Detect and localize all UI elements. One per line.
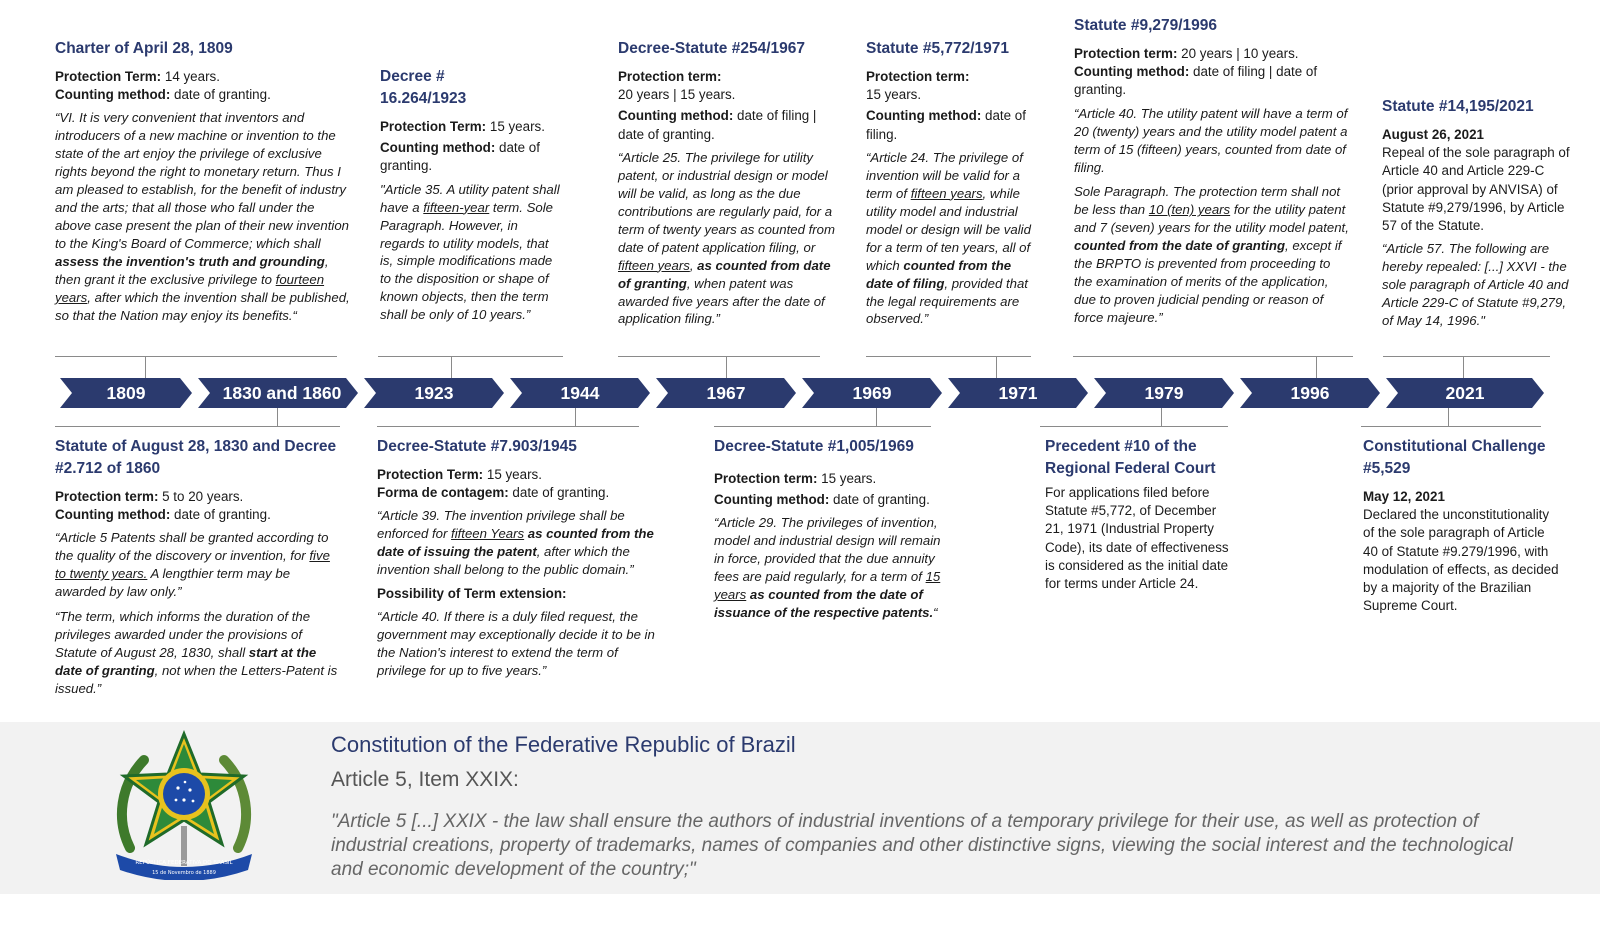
footer-quote: "Article 5 [...] XXIX - the law shall ensure the authors of industrial inventions of a temporary privilege for their use, as well as protection of industrial creations, property of trademarks, names of companies and other distinctive signs, viewing the social interest and the technological and economic development of the country;" xyxy=(331,811,1513,881)
card-quote: “Article 40. If there is a duly filed request, the government may exceptionally decide it to be in the Nation's interest to extend the term of privilege for up to five years.” xyxy=(377,609,655,679)
timeline-arrow-1830 xyxy=(198,378,358,408)
card-title: Constitutional Challenge #5,529 xyxy=(1363,438,1546,477)
timeline-arrow-1979 xyxy=(1094,378,1234,408)
card-1923: Decree # 16.264/1923 Protection Term: 15 years. Counting method: date of granting. "Article 35. A utility patent shall have a fifteen-year term. Sole Paragraph. However, in regards to utility models, that is, simple modifications made to the disposition or shape of known objects, then the term shall be only of 10 years.” xyxy=(380,66,565,324)
timeline-year: 1996 xyxy=(1290,383,1330,403)
card-quote: “Article 25. The privilege for utility patent, or industrial design or model will be valid, as long as the due contributions are regularly paid, for a term of twenty years as counted from date of patent application filing, or fifteen years, as counted from date of granting, when patent was awarded five years after the date of application filing.” xyxy=(618,149,835,327)
connector-1945 xyxy=(377,426,639,427)
card-2021-statute: Statute #14,195/2021 August 26, 2021 Repeal of the sole paragraph of Article 40 and Article 229-C (prior approval by ANVISA) of Statute #9,279/1996, by Article 57 of the Statute. “Article 57. The following are hereby repealed: [...] XXVI - the sole paragraph of Article 40 and Article 229-C of Statute #9,279, of May 14, 1996." xyxy=(1382,96,1577,330)
card-title: Statute #14,195/2021 xyxy=(1382,98,1534,115)
connector-1967 xyxy=(618,356,820,357)
card-title: Statute #9,279/1996 xyxy=(1074,17,1218,34)
brazil-coat-of-arms-icon xyxy=(108,730,260,880)
card-title: Decree-Statute #254/1967 xyxy=(618,40,805,57)
connector-2021b xyxy=(1361,426,1541,427)
timeline-arrow-1944 xyxy=(510,378,650,408)
timeline-year: 1923 xyxy=(414,383,454,403)
footer-title: Constitution of the Federative Republic of Brazil xyxy=(331,732,796,757)
timeline-year: 1944 xyxy=(560,383,600,403)
card-1996: Statute #9,279/1996 Protection term: 20 years | 10 years. Counting method: date of filing | date of granting. “Article 40. The utility patent will have a term of 20 (twenty) years and the utility model patent a term of 15 (fifteen) years, counted from date of filing. Sole Paragraph. The protection term shall not be less than 10 (ten) years for the utility patent and 7 (seven) years for the utility model patent, counted from the date of granting, except if the BRPTO is prevented from proceeding to the examination of merits of the application, due to proven judicial pending or reason of force majeure.” xyxy=(1074,17,1349,326)
card-title: Charter of April 28, 1809 xyxy=(55,40,233,57)
timeline-arrow-1971 xyxy=(948,378,1088,408)
connector-1969 xyxy=(714,426,931,427)
timeline-year: 1967 xyxy=(706,383,746,403)
connector-1923 xyxy=(378,356,563,357)
emblem-motto: REPÚBLICA FEDERATIVA DO BRASIL xyxy=(135,860,233,866)
card-1969: Decree-Statute #1,005/1969 Protection term: 15 years. Counting method: date of granting. “Article 29. The privileges of invention, model and industrial design will remain in force, provided that the due annuity fees are paid regularly, for a term of 15 years as counted from the date of issuance of the respective patents.“ xyxy=(714,436,944,622)
card-1830: Statute of August 28, 1830 and Decree #2.712 of 1860 Protection term: 5 to 20 years. Counting method: date of granting. “Article 5 Patents shall be granted according to the quality of the discovery or invention, for five to twenty years. A lengthier term may be awarded by law only.” “The term, which informs the duration of the privileges awarded under the provisions of Statute of August 28, 1830, shall start at the date of granting, not when the Letters-Patent is issued.” xyxy=(55,436,340,698)
card-title: Statute #5,772/1971 xyxy=(866,40,1010,57)
connector-1996 xyxy=(1073,356,1353,357)
card-1809: Charter of April 28, 1809 Protection Term: 14 years. Counting method: date of granting. “VI. It is very convenient that inventors and introducers of a new machine or invention to the state of the art enjoy the privilege of exclusive rights beyond the right to monetary return. Thus I am pleased to establish, for the benefit of industry and the arts; that all those who fall under the above case present the plan of their new invention to the King's Board of Commerce; which shall assess the invention's truth and grounding, then grant it the exclusive privilege to fourteen years, after which the invention shall be published, so that the Nation may enjoy its benefits.“ xyxy=(55,40,350,323)
timeline-year: 1969 xyxy=(852,383,892,403)
connector-1969-tick xyxy=(876,408,877,426)
timeline-year: 2021 xyxy=(1445,383,1485,403)
card-1967: Decree-Statute #254/1967 Protection term: 20 years | 15 years. Counting method: date of filing | date of granting. “Article 25. The privilege for utility patent, or industrial design or model will be valid, as long as the due contributions are regularly paid, for a term of twenty years as counted from date of patent application filing, or fifteen years, as counted from date of granting, when patent was awarded five years after the date of application filing.” xyxy=(618,38,838,328)
timeline-year: 1971 xyxy=(998,383,1038,403)
card-quote: “VI. It is very convenient that inventors and introducers of a new machine or invention to the state of the art enjoy the privilege of exclusive rights beyond the right to monetary return. Thus I am pleased to establish, for the benefit of industry and the arts; that all those who fall under the above case present the plan of their new invention to the King's Board of Commerce; which shall assess the invention's truth and grounding, then grant it the exclusive privilege to fourteen years, after which the invention shall be published, so that the Nation may enjoy its benefits.“ xyxy=(55,110,350,323)
timeline-arrow-1809 xyxy=(60,378,192,408)
connector-2021a xyxy=(1383,356,1550,357)
connector-1945-tick xyxy=(575,408,576,426)
card-title: Decree-Statute #1,005/1969 xyxy=(714,438,914,455)
card-title: Statute of August 28, 1830 and Decree #2.712 of 1860 xyxy=(55,438,337,477)
connector-1809 xyxy=(55,356,337,357)
connector-1830 xyxy=(55,426,340,427)
constitution-footer xyxy=(0,722,1600,894)
card-quote: “Article 57. The following are hereby repealed: [...] XXVI - the sole paragraph of Article 40 and Article 229-C of Statute #9,279, of May 14, 1996." xyxy=(1382,241,1569,329)
connector-1979-tick xyxy=(1161,408,1162,426)
card-2021-challenge: Constitutional Challenge #5,529 May 12, 2021 Declared the unconstitutionality of the sole paragraph of Article 40 of Statute #9.279/1996, with modulation of effects, as decided by a majority of the Brazilian Supreme Court. xyxy=(1363,436,1563,616)
footer-subtitle: Article 5, Item XXIX: xyxy=(331,768,519,791)
connector-2021a-tick xyxy=(1463,356,1464,378)
timeline-arrow-2021 xyxy=(1386,378,1544,408)
card-title: Decree-Statute #7.903/1945 xyxy=(377,438,577,455)
connector-1971 xyxy=(866,356,1031,357)
card-quote: “Article 29. The privileges of invention, model and industrial design will remain in force, provided that the due annuity fees are paid regularly, for a term of 15 years as counted from the date of issuance of the respective patents.“ xyxy=(714,515,941,621)
connector-1971-tick xyxy=(996,356,997,378)
card-quote: "Article 35. A utility patent shall have a fifteen-year term. Sole Paragraph. However, in regards to utility models, that is, simple modifications made to the disposition or shape of known objects, then the term shall be only of 10 years.” xyxy=(380,181,560,323)
connector-1923-tick xyxy=(451,356,452,378)
connector-1996-tick xyxy=(1316,356,1317,378)
connector-1830-tick xyxy=(277,408,278,426)
card-quote: “Article 5 Patents shall be granted according to the quality of the discovery or invention, for five to twenty years. A lengthier term may be awarded by law only.” xyxy=(55,530,330,600)
card-1971: Statute #5,772/1971 Protection term: 15 years. Counting method: date of filing. “Article 24. The privilege of invention will be valid for a term of fifteen years, while utility model and industrial model or design will be valid for a term of ten years, all of which counted from the date of filing, provided that the legal requirements are observed.” xyxy=(866,38,1041,328)
card-title: Decree # 16.264/1923 xyxy=(380,68,467,107)
connector-1809-tick xyxy=(145,356,146,378)
timeline-year: 1830 and 1860 xyxy=(222,383,342,403)
timeline-arrow-1923 xyxy=(364,378,504,408)
card-quote: “Article 24. The privilege of invention will be valid for a term of fifteen years, while utility model and industrial model or design will be valid for a term of ten years, all of which counted from the date of filing, provided that the legal requirements are observed.” xyxy=(866,149,1031,327)
timeline-year: 1809 xyxy=(106,383,146,403)
connector-1967-tick xyxy=(726,356,727,378)
connector-1979 xyxy=(1040,426,1228,427)
timeline-arrow-1996 xyxy=(1240,378,1380,408)
card-1945: Decree-Statute #7.903/1945 Protection Term: 15 years. Forma de contagem: date of granting. “Article 39. The invention privilege shall be enforced for fifteen Years as counted from the date of issuing the patent, after which the invention shall belong to the public domain.” Possibility of Term extension: “Article 40. If there is a duly filed request, the government may exceptionally decide it to be in the Nation's interest to extend the term of privilege for up to five years.” xyxy=(377,436,657,680)
card-title: Precedent #10 of the Regional Federal Court xyxy=(1045,438,1216,477)
timeline-year: 1979 xyxy=(1144,383,1184,403)
timeline-arrow-1967 xyxy=(656,378,796,408)
card-quote: “The term, which informs the duration of the privileges awarded under the provisions of Statute of August 28, 1830, shall start at the date of granting, not when the Letters-Patent is issued.” xyxy=(55,609,338,697)
card-quote: Sole Paragraph. The protection term shall not be less than 10 (ten) years for the utility patent and 7 (seven) years for the utility model patent, counted from the date of granting, except if the BRPTO is prevented from proceeding to the examination of merits of the application, due to proven judicial pending or reason of force majeure.” xyxy=(1074,184,1349,326)
emblem-date: 15 de Novembro de 1889 xyxy=(152,870,216,876)
card-quote: “Article 39. The invention privilege shall be enforced for fifteen Years as counted from the date of issuing the patent, after which the invention shall belong to the public domain.” xyxy=(377,508,654,578)
card-quote: “Article 40. The utility patent will have a term of 20 (twenty) years and the utility model patent a term of 15 (fifteen) years, counted from date of filing. xyxy=(1074,105,1348,175)
timeline-arrow-1969 xyxy=(802,378,942,408)
connector-2021b-tick xyxy=(1448,408,1449,426)
card-1979: Precedent #10 of the Regional Federal Court For applications filed before Statute #5,772, of December 21, 1971 (Industrial Property Code), its date of effectiveness is considered as the initial date for terms under Article 24. xyxy=(1045,436,1235,593)
